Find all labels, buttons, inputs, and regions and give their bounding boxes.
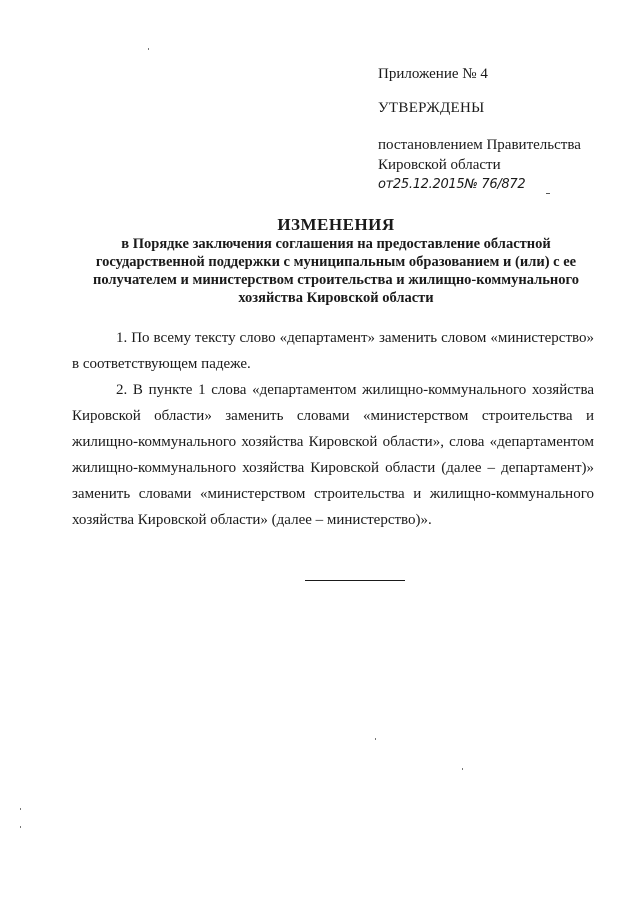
document-subtitle: в Порядке заключения соглашения на предоставление областной государственной поддержки с муниципальным образованием и (или) с ее получателем и министерством строительства и жилищно-коммунального хозяйства Кировской области xyxy=(92,236,580,306)
approval-block xyxy=(378,64,618,195)
scan-speck xyxy=(462,768,463,770)
approved-label: УТВЕРЖДЕНЫ xyxy=(378,100,485,116)
amendment-item-1: 1. По всему тексту слово «департамент» заменить словом «министерство» в соответствующем падеже. xyxy=(72,330,594,372)
resolution-region: Кировской области xyxy=(378,157,501,173)
end-separator-line xyxy=(305,580,405,581)
amendment-item-2: 2. В пункте 1 слова «департаментом жилищно-коммунального хозяйства Кировской области» заменить словами «министерством строительства и жилищно-коммунального хозяйства Кировской области», слова «департаментом жилищно-коммунального хозяйства Кировской области (далее – департамент)» заменить словами «министерством строительства и жилищно-коммунального хозяйства Кировской области» (далее – министерство)». xyxy=(72,382,594,528)
resolution-authority: постановлением Правительства xyxy=(378,137,581,153)
document-title: ИЗМЕНЕНИЯ xyxy=(277,215,395,234)
scan-speck xyxy=(20,808,21,810)
scan-speck xyxy=(375,738,376,740)
scan-speck xyxy=(148,48,149,50)
document-heading xyxy=(72,215,600,307)
stray-mark xyxy=(546,193,550,194)
resolution-date-number: от25.12.2015№ 76/872 xyxy=(378,177,526,192)
appendix-number: Приложение № 4 xyxy=(378,66,488,82)
document-body xyxy=(72,325,594,533)
scan-speck xyxy=(20,826,21,828)
